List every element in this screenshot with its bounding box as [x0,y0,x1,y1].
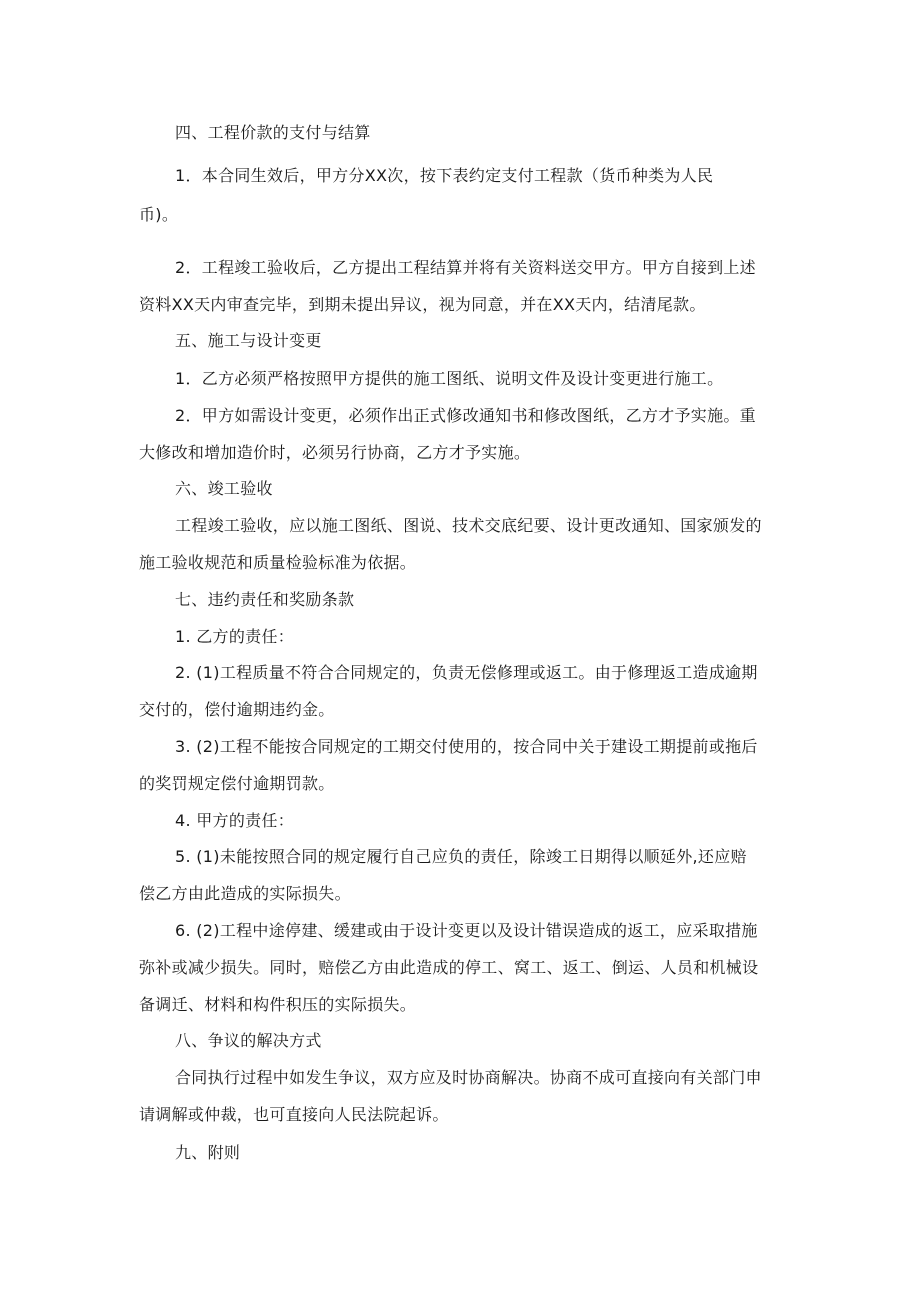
paragraph-line: 合同执行过程中如发生争议，双方应及时协商解决。协商不成可直接向有关部门申 [175,1068,762,1087]
paragraph-line: 工程竣工验收，应以施工图纸、图说、技术交底纪要、设计更改通知、国家颁发的 [175,516,762,535]
paragraph-line: 1．乙方必须严格按照甲方提供的施工图纸、说明文件及设计变更进行施工。 [175,369,724,388]
paragraph-line: 1. 乙方的责任： [175,627,295,646]
paragraph-line: 3. (2)工程不能按合同规定的工期交付使用的，按合同中关于建设工期提前或拖后 [175,737,758,756]
paragraph-line: 偿乙方由此造成的实际损失。 [139,884,351,903]
paragraph-line: 4. 甲方的责任： [175,811,295,830]
paragraph-line: 施工验收规范和质量检验标准为依据。 [139,553,417,572]
paragraph-line: 6. (2)工程中途停建、缓建或由于设计变更以及设计错误造成的返工，应采取措施 [175,921,758,940]
paragraph-line: 备调迁、材料和构件积压的实际损失。 [139,995,417,1014]
section-heading-4: 四、工程价款的支付与结算 [175,123,371,142]
paragraph-line: 弥补或减少损失。同时，赔偿乙方由此造成的停工、窝工、返工、倒运、人员和机械设 [139,958,759,977]
section-heading-7: 七、违约责任和奖励条款 [175,590,355,609]
paragraph-line: 资料XX天内审查完毕，到期未提出异议，视为同意，并在XX天内，结清尾款。 [139,295,706,314]
paragraph-line: 2．甲方如需设计变更，必须作出正式修改通知书和修改图纸，乙方才予实施。重 [175,406,756,425]
section-heading-5: 五、施工与设计变更 [175,331,322,350]
paragraph-line: 大修改和增加造价时，必须另行协商，乙方才予实施。 [139,443,531,462]
paragraph-line: 2．工程竣工验收后，乙方提出工程结算并将有关资料送交甲方。甲方自接到上述 [175,258,756,277]
paragraph-line: 请调解或仲裁，也可直接向人民法院起诉。 [139,1105,449,1124]
paragraph-line: 的奖罚规定偿付逾期罚款。 [139,774,335,793]
paragraph-line: 币)。 [139,205,179,224]
section-heading-6: 六、竣工验收 [175,479,273,498]
paragraph-line: 5. (1)未能按照合同的规定履行自己应负的责任，除竣工日期得以顺延外,还应赔 [175,847,747,866]
section-heading-8: 八、争议的解决方式 [175,1031,322,1050]
paragraph-line: 交付的，偿付逾期违约金。 [139,700,335,719]
section-heading-9: 九、附则 [175,1143,241,1162]
paragraph-line: 2. (1)工程质量不符合合同规定的，负责无偿修理或返工。由于修理返工造成逾期 [175,663,758,682]
paragraph-line: 1．本合同生效后，甲方分XX次，按下表约定支付工程款（货币种类为人民 [175,166,714,185]
